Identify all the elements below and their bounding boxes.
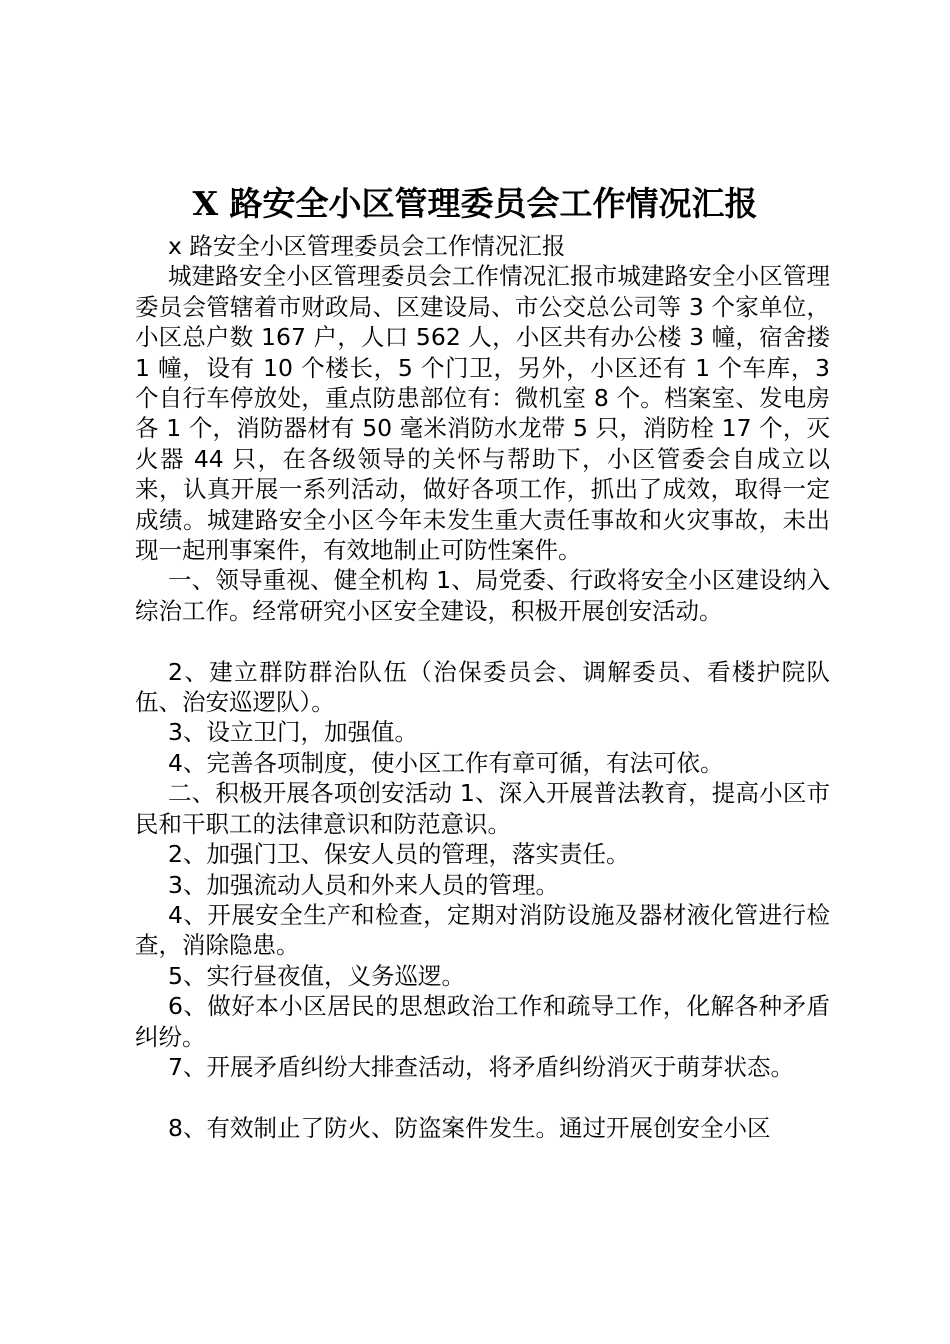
paragraph-section-two: 二、积极开展各项创安活动 1、深入开展普法教育，提高小区市民和干职工的法律意识和防范意识。 (135, 779, 830, 838)
paragraph-item: 4、完善各项制度，使小区工作有章可循，有法可依。 (168, 748, 724, 777)
document-body (135, 231, 830, 1143)
paragraph-item: 6、做好本小区居民的思想政治工作和疏导工作，化解各种矛盾纠纷。 (135, 992, 830, 1051)
paragraph-item: 8、有效制止了防火、防盗案件发生。通过开展创安全小区 (168, 1113, 771, 1142)
paragraph-section-one: 一、领导重视、健全机构 1、局党委、行政将安全小区建设纳入综治工作。经常研究小区安全建设，积极开展创安活动。 (135, 566, 830, 625)
paragraph-subtitle: x 路安全小区管理委员会工作情况汇报 (168, 232, 566, 260)
paragraph-spacer (135, 626, 830, 656)
paragraph-item: 5、实行昼夜值，义务巡逻。 (168, 961, 465, 990)
paragraph-item: 7、开展矛盾纠纷大排查活动，将矛盾纠纷消灭于萌芽状态。 (168, 1052, 794, 1081)
paragraph-item: 4、开展安全生产和检查，定期对消防设施及器材液化管进行检查，消除隐患。 (135, 900, 830, 960)
paragraph-item: 3、设立卫门，加强值。 (168, 718, 418, 747)
paragraph-spacer (135, 1082, 830, 1112)
paragraph-item: 3、加强流动人员和外来人员的管理。 (168, 870, 559, 899)
paragraph-item: 2、建立群防群治队伍（治保委员会、调解委员、看楼护院队伍、治安巡逻队）。 (135, 657, 830, 717)
paragraph-item: 2、加强门卫、保安人员的管理，落实责任。 (168, 840, 630, 869)
document-title: X 路安全小区管理委员会工作情况汇报 (192, 184, 758, 223)
paragraph-overview: 城建路安全小区管理委员会工作情况汇报市城建路安全小区管理委员会管辖着市财政局、区建设局、市公交总公司等 3 个家单位，小区总户数 167 户，人口 562 人，小区共有办公楼 3 幢，宿舍搂 1 幢，设有 10 个楼长，5 个门卫，另外，小区还有 1 个车库，3 个自行车停放处，重点防患部位有：微机室 8 个。档案室、发电房各 1 个，消防器材有 50 毫米消防水龙带 5 只，消防栓 17 个，灭火器 44 只，在各级领导的关怀与帮助下，小区管委会自成立以来，认真开展一系列活动，做好各项工作，抓出了成效，取得一定成绩。城建路安全小区今年未发生重大责任事故和火灾事故，未出现一起刑事案件，有效地制止可防性案件。 (135, 262, 830, 565)
